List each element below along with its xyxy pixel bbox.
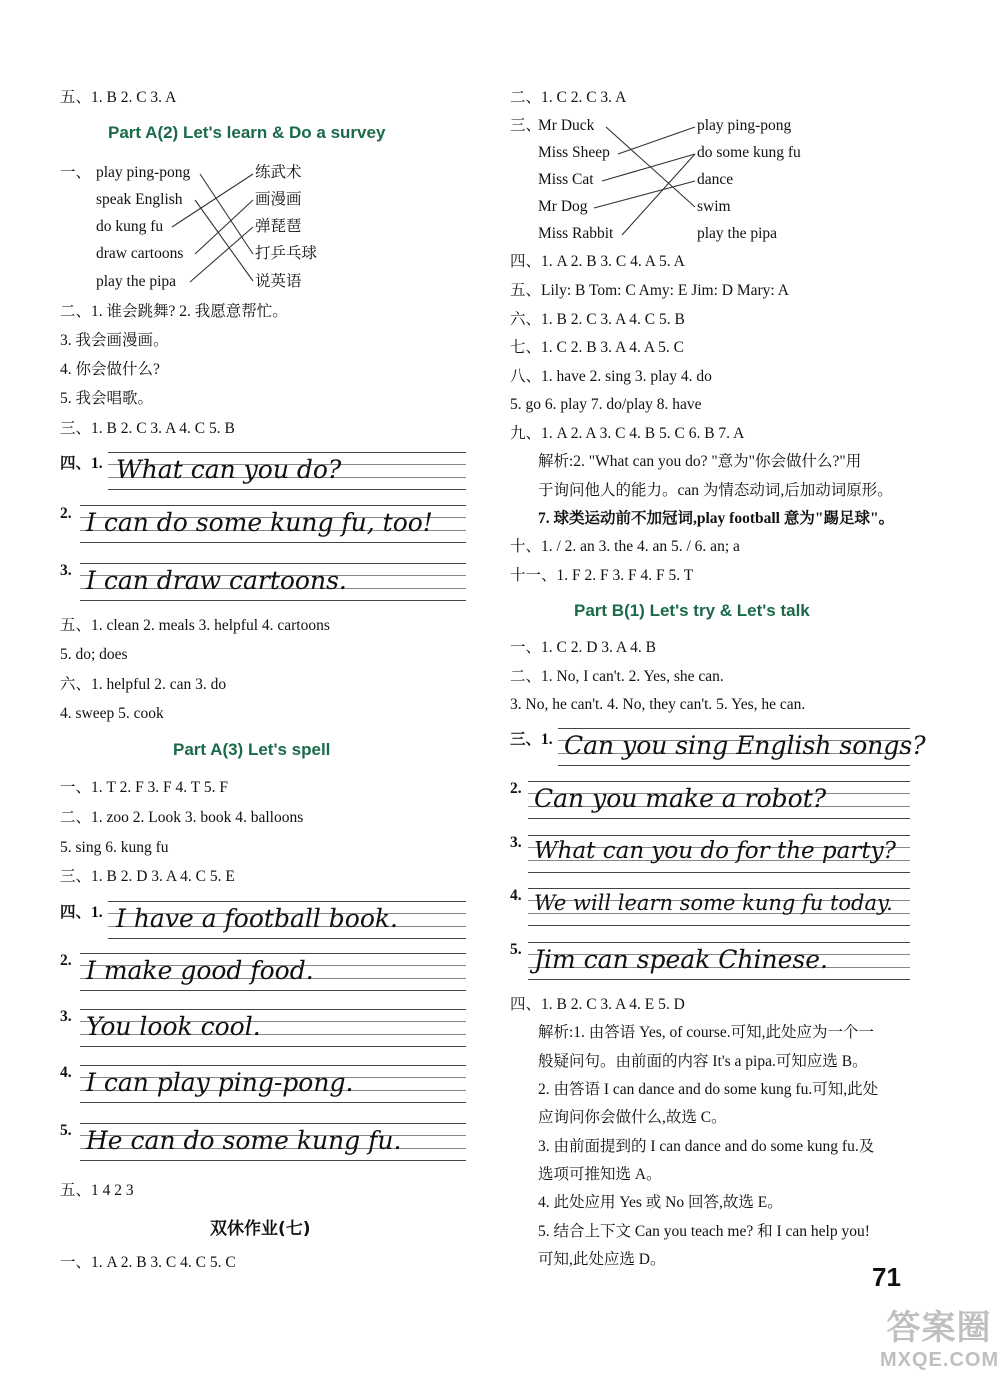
section-heading: Part B(1) Let's try & Let's talk [574,601,810,620]
watermark-url: MXQE.COM [880,1349,1000,1371]
explanation-line: 2. 由答语 I can dance and do some kung fu.可知,此处 [538,1081,879,1098]
answer-line: 二、1. C 2. C 3. A [510,89,627,106]
answer-line: 四、1. B 2. C 3. A 4. E 5. D [510,996,685,1013]
match-left-item: Mr Dog [538,198,588,215]
match-left-item: play the pipa [96,273,177,290]
answer-line: 六、1. B 2. C 3. A 4. C 5. B [510,311,685,328]
match-right-item: dance [697,171,734,188]
answer-line: 二、1. No, I can't. 2. Yes, she can. [510,668,724,685]
explanation-line: 4. 此处应用 Yes 或 No 回答,故选 E。 [538,1194,783,1211]
handwriting-line [80,1065,466,1103]
handwriting-line [528,781,910,819]
answer-line: 4. sweep 5. cook [60,705,164,722]
item-number: 3. [60,562,72,579]
matching-lines [510,0,810,260]
handwriting-line [80,1009,466,1047]
match-right-item: 弹琵琶 [255,218,302,235]
item-number: 4. [60,1064,72,1081]
answer-line: 一、1. A 2. B 3. C 4. C 5. C [60,1254,236,1271]
match-right-item: 练武术 [255,164,302,181]
handwritten-answer: Jim can speak Chinese. [534,945,828,974]
handwritten-answer: I can do some kung fu, too! [86,508,433,537]
answer-line: 一、1. C 2. D 3. A 4. B [510,639,656,656]
handwritten-answer: I have a football book. [116,904,398,933]
item-number: 5. [510,941,522,958]
answer-line: 五、1. B 2. C 3. A [60,89,177,106]
answer-line: 五、1 4 2 3 [60,1182,134,1199]
handwritten-answer: You look cool. [86,1012,261,1041]
explanation-line: 选项可推知选 A。 [538,1166,662,1183]
explanation-line: 可知,此处应选 D。 [538,1251,666,1268]
answer-line: 3. No, he can't. 4. No, they can't. 5. Yes, he can. [510,696,806,713]
watermark-logo [880,1300,998,1372]
item-number: 3. [510,834,522,851]
match-right-item: 说英语 [255,273,302,290]
item-number: 四、1. [60,904,103,921]
handwritten-answer: I can draw cartoons. [86,566,347,595]
answer-line: 5. 我会唱歌。 [60,390,154,407]
match-left-item: draw cartoons [96,245,184,262]
handwriting-line [528,942,910,980]
item-number: 2. [60,952,72,969]
match-right-item: do some kung fu [697,144,801,161]
match-left-item: Miss Cat [538,171,594,188]
match-left-item: Miss Rabbit [538,225,614,242]
handwriting-line [80,1123,466,1161]
handwriting-line [558,728,926,766]
match-right-item: 打乒乓球 [255,245,318,262]
section-heading: 双休作业(七) [210,1219,311,1239]
handwritten-answer: I can play ping-pong. [86,1068,354,1097]
answer-line: 四、1. A 2. B 3. C 4. A 5. A [510,253,685,270]
handwriting-line [528,888,910,926]
match-prefix: 三、 [510,117,542,134]
answer-line: 六、1. helpful 2. can 3. do [60,676,227,693]
handwriting-line [528,835,910,873]
handwritten-answer: I make good food. [86,956,314,985]
handwriting-line [80,953,466,991]
match-right-item: 画漫画 [255,191,302,208]
handwritten-answer: He can do some kung fu. [86,1126,402,1155]
item-number: 4. [510,887,522,904]
match-right-item: play the pipa [697,225,778,242]
handwritten-answer: Can you make a robot? [534,784,827,813]
explanation-line: 般疑问句。由前面的内容 It's a pipa.可知应选 B。 [538,1053,868,1070]
handwritten-answer: We will learn some kung fu today. [534,891,893,915]
item-number: 三、1. [510,731,553,748]
answer-line: 十、1. / 2. an 3. the 4. an 5. / 6. an; a [510,538,740,555]
handwritten-answer: What can you do for the party? [534,838,896,864]
answer-line: 3. 我会画漫画。 [60,332,169,349]
answer-line: 二、1. 谁会跳舞? 2. 我愿意帮忙。 [60,303,288,320]
handwriting-line [108,452,466,490]
section-heading: Part A(2) Let's learn & Do a survey [108,123,386,142]
item-number: 四、1. [60,455,103,472]
answer-line: 4. 你会做什么? [60,361,160,378]
handwriting-line [108,901,466,939]
matching-lines [60,0,360,300]
match-left-item: Mr Duck [538,117,595,134]
item-number: 2. [510,780,522,797]
match-left-item: Miss Sheep [538,144,610,161]
match-right-item: play ping-pong [697,117,792,134]
handwriting-line [80,563,466,601]
answer-line: 五、1. clean 2. meals 3. helpful 4. cartoons [60,617,330,634]
answer-line: 5. go 6. play 7. do/play 8. have [510,396,702,413]
match-prefix: 一、 [60,164,92,181]
answer-line: 二、1. zoo 2. Look 3. book 4. balloons [60,809,304,826]
answer-line: 五、Lily: B Tom: C Amy: E Jim: D Mary: A [510,282,789,299]
answer-line: 八、1. have 2. sing 3. play 4. do [510,368,712,385]
explanation-line: 解析:1. 由答语 Yes, of course.可知,此处应为一个一 [538,1024,874,1041]
match-right-item: swim [697,198,731,215]
watermark-text: 答案圈 [886,1309,992,1347]
handwritten-answer: What can you do? [116,455,342,484]
explanation-line: 应询问你会做什么,故选 C。 [538,1109,727,1126]
answer-line: 5. do; does [60,646,128,663]
answer-line: 三、1. B 2. D 3. A 4. C 5. E [60,868,235,885]
match-left-item: do kung fu [96,218,164,235]
item-number: 3. [60,1008,72,1025]
match-left-item: speak English [96,191,183,208]
section-heading: Part A(3) Let's spell [173,740,331,759]
explanation-line: 解析:2. "What can you do? "意为"你会做什么?"用 [538,453,862,470]
explanation-line: 于询问他人的能力。can 为情态动词,后加动词原形。 [538,482,893,499]
explanation-line: 3. 由前面提到的 I can dance and do some kung fu.及 [538,1138,875,1155]
explanation-line: 5. 结合上下文 Can you teach me? 和 I can help you! [538,1223,870,1240]
answer-line: 十一、1. F 2. F 3. F 4. F 5. T [510,567,694,584]
answer-line: 三、1. B 2. C 3. A 4. C 5. B [60,420,235,437]
explanation-line: 7. 球类运动前不加冠词,play football 意为"踢足球"。 [538,510,895,527]
handwritten-answer: Can you sing English songs? [564,731,926,760]
page-number: 71 [872,1262,901,1292]
item-number: 5. [60,1122,72,1139]
answer-line: 九、1. A 2. A 3. C 4. B 5. C 6. B 7. A [510,425,745,442]
answer-line: 七、1. C 2. B 3. A 4. A 5. C [510,339,684,356]
answer-line: 一、1. T 2. F 3. F 4. T 5. F [60,779,228,796]
handwriting-line [80,505,466,543]
item-number: 2. [60,505,72,522]
answer-line: 5. sing 6. kung fu [60,839,169,856]
match-left-item: play ping-pong [96,164,191,181]
